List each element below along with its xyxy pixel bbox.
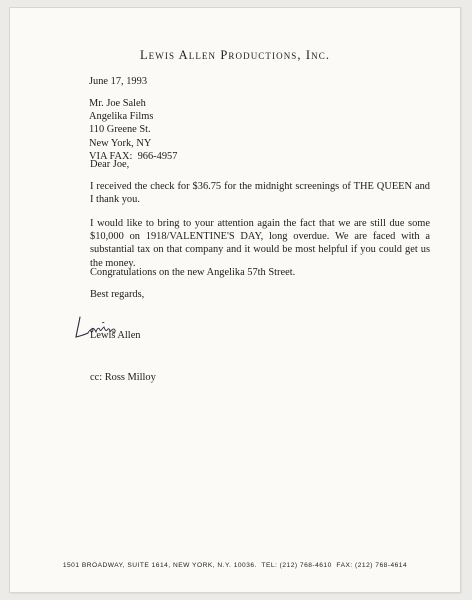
recipient-fax: VIA FAX: 966-4957 bbox=[89, 150, 178, 162]
paragraph-3: Congratulations on the new Angelika 57th Street. bbox=[90, 267, 296, 278]
letter-page bbox=[10, 8, 460, 592]
footer-address: 1501 BROADWAY, SUITE 1614, NEW YORK, N.Y. 10036. TEL: (212) 768-4610 FAX: (212) 768-4614 bbox=[62, 562, 408, 569]
closing: Best regards, bbox=[90, 289, 145, 300]
paragraph-1: I received the check for $36.75 for the midnight screenings of THE QUEEN and I thank you. bbox=[90, 181, 430, 206]
letterhead: Lewis Allen Productions, Inc. bbox=[139, 48, 331, 62]
recipient-street: 110 Greene St. bbox=[89, 124, 151, 136]
letterhead-footer bbox=[10, 562, 460, 569]
recipient-city: New York, NY bbox=[89, 137, 152, 149]
recipient-name: Mr. Joe Saleh bbox=[89, 98, 146, 109]
signer-name: Lewis Allen bbox=[90, 330, 141, 341]
salutation: Dear Joe, bbox=[90, 159, 130, 170]
recipient-address bbox=[89, 97, 429, 163]
letter-date: June 17, 1993 bbox=[89, 76, 148, 87]
cc-line: cc: Ross Milloy bbox=[90, 372, 156, 383]
recipient-company: Angelika Films bbox=[89, 111, 154, 123]
paragraph-2: I would like to bring to your attention again the fact that we are still due some $10,000 on 1918/VALENTINE'S DAY, long overdue. We are faced with a substantial tax on that company and it would be most helpful if you could get us the money. bbox=[90, 218, 430, 269]
